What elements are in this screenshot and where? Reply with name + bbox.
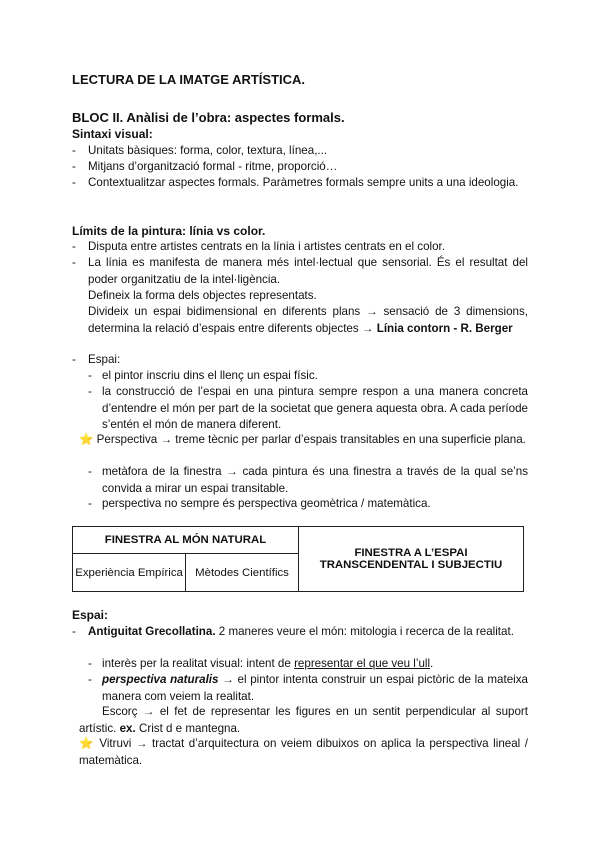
sub2-text: → el pintor intenta construir un espai pictòric de la mateixa manera com veiem la realitat. (102, 673, 528, 703)
sintaxi-item: Unitats bàsiques: forma, color, textura, línea,... (88, 144, 328, 157)
limits-item-cont (88, 304, 528, 337)
limits-heading: Límits de la pintura: línia vs color. (72, 224, 266, 238)
vitruvi-text: Vitruvi → tractat d’arquitectura on veiem dibuixos on aplica la perspectiva lineal / matemàtica. (79, 737, 528, 767)
finestra-natural-header: FINESTRA AL MÓN NATURAL (73, 527, 299, 554)
bullet-dash: - (72, 160, 76, 173)
antiguitat-item (88, 624, 528, 641)
perspectiva-text: Perspectiva → treme tècnic per parlar d’espais transitables en una superficie plana. (96, 433, 526, 446)
linia-contorn: Línia contorn - R. Berger (376, 321, 513, 335)
bullet-dash: - (88, 673, 92, 686)
sintaxi-item: Contextualitzar aspectes formals. Paràmetres formals sempre units a una ideologia. (88, 176, 519, 189)
bullet-dash: - (88, 497, 92, 510)
metodes-cientifics-cell: Mètodes Científics (186, 554, 299, 592)
antiguitat-sub-item (102, 656, 528, 673)
espai-heading: Espai: (72, 608, 109, 622)
sintaxi-item: Mitjans d’organització formal - ritme, proporció… (88, 160, 338, 173)
espai-sub-item: la construcció de l’espai en una pintura sempre respon a una manera concreta d’entendre el món per part de la societat que genera aquesta obra. A cada període s’entén el món de manera diferent. (102, 385, 528, 432)
sub1-end: . (430, 657, 434, 670)
finestra-transcendental-cell: FINESTRA A L’ESPAI TRANSCENDENTAL I SUBJECTIU (298, 527, 523, 592)
escorc-line (79, 704, 528, 737)
finestra-table (72, 526, 524, 592)
bullet-dash: - (72, 353, 76, 366)
star-icon: ⭐ (79, 433, 94, 446)
experiencia-empirica-cell: Experiència Empírica (73, 554, 186, 592)
antiguitat-label: Antiguitat Grecollatina. (88, 625, 216, 638)
perspectiva-naturalis: perspectiva naturalis (102, 673, 219, 686)
bullet-dash: - (72, 176, 76, 189)
escorc-ex: ex. (119, 721, 136, 735)
antiguitat-sub-item (102, 672, 528, 705)
sub1-underlined: representar el que veu l’ull (294, 657, 431, 670)
sintaxi-heading: Sintaxi visual: (72, 127, 153, 141)
limits-item: La línia es manifesta de manera més intel·lectual que sensorial. És el resultat del poder organitzatiu de la intel·ligència. (88, 256, 528, 286)
bloc-title: BLOC II. Anàlisi de l’obra: aspectes formals. (72, 110, 345, 125)
bullet-dash: - (72, 240, 76, 253)
star-icon: ⭐ (79, 737, 95, 750)
perspectiva-line (79, 432, 528, 449)
antiguitat-text: 2 maneres veure el món: mitologia i recerca de la realitat. (218, 625, 514, 638)
escorc-example: Crist d e mantegna. (138, 721, 241, 735)
bullet-dash: - (72, 144, 76, 157)
persp-sub-item: perspectiva no sempre és perspectiva geomètrica / matemàtica. (102, 497, 431, 510)
espai-label: Espai: (88, 353, 121, 366)
sub1-text: interès per la realitat visual: intent de (102, 657, 291, 670)
limits-item-cont: Defineix la forma dels objectes representats. (88, 289, 317, 302)
bullet-dash: - (88, 369, 92, 382)
vitruvi-line (79, 736, 528, 769)
persp-sub-item: metàfora de la finestra → cada pintura és una finestra a través de la qual se’ns convida a mirar un espai transitable. (102, 465, 528, 495)
bullet-dash: - (72, 256, 76, 269)
bullet-dash: - (88, 657, 92, 670)
bullet-dash: - (88, 465, 92, 478)
espai-sub-item: el pintor inscriu dins el llenç un espai físic. (102, 369, 318, 382)
bullet-dash: - (72, 625, 76, 638)
document-title: LECTURA DE LA IMATGE ARTÍSTICA. (72, 72, 306, 87)
escorc-text: Escorç → el fet de representar les figures en un sentit perpendicular al suport artístic. (79, 705, 528, 735)
bullet-dash: - (88, 385, 92, 398)
limits-item-text: Divideix un espai bidimensional en diferents plans → sensació de 3 dimensions, determina la relació d’espais entre diferents objectes → (88, 305, 528, 335)
limits-item: Disputa entre artistes centrats en la línia i artistes centrats en el color. (88, 240, 445, 253)
